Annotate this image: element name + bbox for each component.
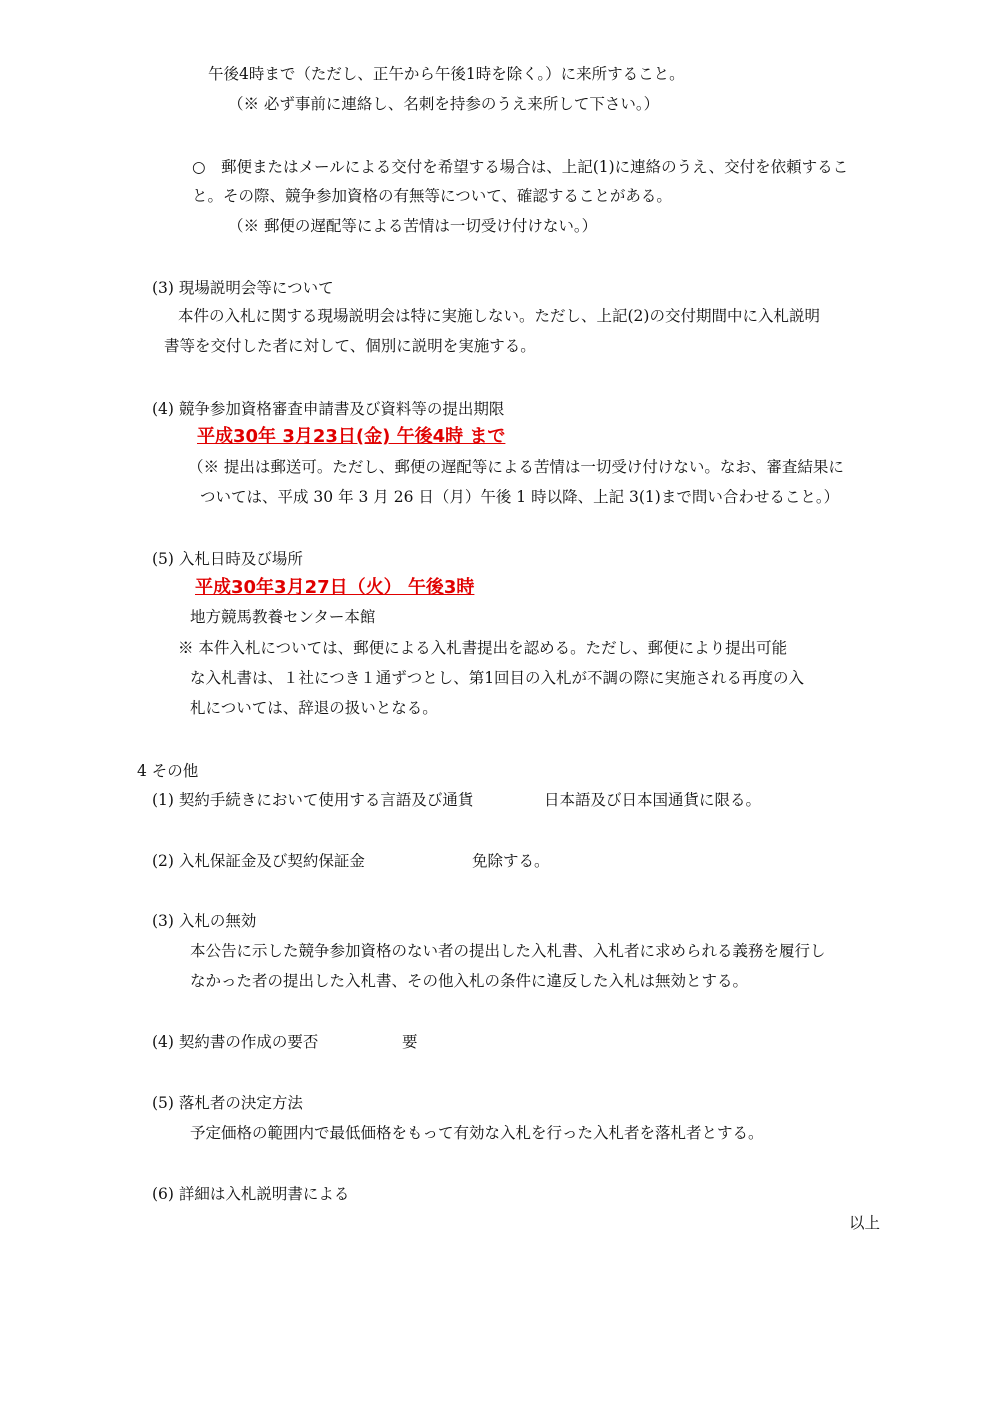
section-heading: 4 その他 xyxy=(137,762,199,780)
text-line: 書等を交付した者に対して、個別に説明を実施する。 xyxy=(164,337,536,355)
text-line: 本公告に示した競争参加資格のない者の提出した入札書、入札者に求められる義務を履行し xyxy=(190,942,826,960)
text-line: 札については、辞退の扱いとなる。 xyxy=(190,699,438,717)
text-line: なかった者の提出した入札書、その他入札の条件に違反した入札は無効とする。 xyxy=(190,972,749,990)
text-line: （※ 提出は郵送可。ただし、郵便の遅配等による苦情は一切受け付けない。なお、審査結果に xyxy=(188,458,844,476)
section-heading: (5) 入札日時及び場所 xyxy=(152,550,303,568)
item-value: 要 xyxy=(402,1033,418,1051)
item-label: (5) 落札者の決定方法 xyxy=(152,1094,303,1112)
section-heading: (3) 現場説明会等について xyxy=(152,279,334,297)
text-line: 午後4時まで（ただし、正午から午後1時を除く。）に来所すること。 xyxy=(208,65,685,83)
deadline-highlight: 平成30年 3月23日(金) 午後4時 まで xyxy=(197,426,506,447)
text-line: ※ 本件入札については、郵便による入札書提出を認める。ただし、郵便により提出可能 xyxy=(178,639,788,657)
text-line: と。その際、競争参加資格の有無等について、確認することがある。 xyxy=(192,187,672,205)
text-line: 予定価格の範囲内で最低価格をもって有効な入札を行った入札者を落札者とする。 xyxy=(190,1124,764,1142)
item-label: (6) 詳細は入札説明書による xyxy=(152,1185,350,1203)
text-line: ついては、平成 30 年 3 月 26 日（月）午後 1 時以降、上記 3(1)まで問い合わせること。） xyxy=(200,488,840,506)
section-heading: (4) 競争参加資格審査申請書及び資料等の提出期限 xyxy=(152,400,505,418)
item-label: (1) 契約手続きにおいて使用する言語及び通貨 xyxy=(152,791,474,809)
item-value: 免除する。 xyxy=(472,852,550,870)
item-label: (4) 契約書の作成の要否 xyxy=(152,1033,319,1051)
bid-datetime-highlight: 平成30年3月27日（火） 午後3時 xyxy=(195,577,475,598)
closing-text: 以上 xyxy=(848,1214,880,1232)
text-line: ○ 郵便またはメールによる交付を希望する場合は、上記(1)に連絡のうえ、交付を依頼するこ xyxy=(192,158,849,176)
text-line: な入札書は、１社につき１通ずつとし、第1回目の入札が不調の際に実施される再度の入 xyxy=(190,669,805,687)
item-label: (2) 入札保証金及び契約保証金 xyxy=(152,852,365,870)
text-line: （※ 必ず事前に連絡し、名刺を持参のうえ来所して下さい。） xyxy=(228,95,660,113)
item-label: (3) 入札の無効 xyxy=(152,912,257,930)
item-value: 日本語及び日本国通貨に限る。 xyxy=(544,791,762,809)
text-line: （※ 郵便の遅配等による苦情は一切受け付けない。） xyxy=(228,217,598,235)
text-line: 地方競馬教養センター本館 xyxy=(190,608,376,626)
text-line: 本件の入札に関する現場説明会は特に実施しない。ただし、上記(2)の交付期間中に入札説明 xyxy=(178,307,820,325)
